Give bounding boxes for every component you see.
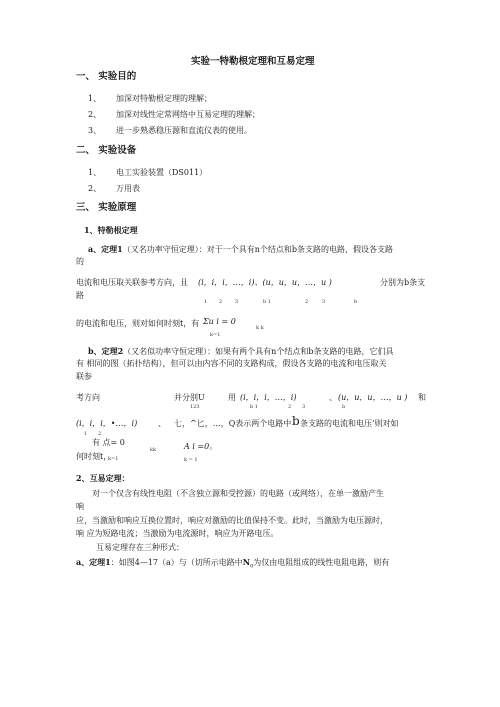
- text-line: 七，^匕，…，Q表示两个电路中: [174, 419, 292, 428]
- list-item-number: 1、: [88, 168, 102, 177]
- text-line: 响: [76, 502, 84, 511]
- formula-currents: (i，i，i，…，i): [240, 393, 297, 402]
- subscript: b: [354, 299, 358, 305]
- subscript: 2: [288, 404, 292, 410]
- theorem-text: ：如图4—17（a）与（切所示电路中: [110, 558, 243, 567]
- text-line: b: [292, 414, 300, 428]
- list-item-number: 2、: [88, 110, 102, 119]
- theorem-paragraph: [76, 558, 389, 570]
- text-line: 条支路的电流和电压’则对如: [300, 419, 399, 428]
- list-item-number: 1、: [88, 94, 102, 103]
- subscript: 2: [305, 299, 309, 305]
- text-line: 路: [76, 291, 84, 300]
- text-line: 何时刻t，: [76, 452, 112, 461]
- list-item-number: 2、: [88, 184, 102, 193]
- text-line: 应，当激励和响应互换位置时，响应对激励的比值保持不变。此时，当激励为电压源时，: [76, 516, 388, 525]
- text-line: 、: [158, 419, 166, 428]
- text-line: 分别为b条支: [380, 278, 426, 287]
- text-line: 用: [228, 393, 236, 402]
- text-line: 有 相同的图（拓扑结构），但可以由内容不同的支路构成，假设各支路的电流和电压取关: [76, 359, 387, 368]
- subscript: 2: [219, 299, 223, 305]
- subscript: 2: [98, 431, 102, 437]
- theorem-label: a、定理1: [88, 244, 123, 254]
- subscript: 1: [204, 299, 208, 305]
- formula-current-voltage: (i，i，i，…，i)、(u，u，u，…，u ): [198, 278, 332, 287]
- subscript: kk: [150, 447, 157, 453]
- subscript: k=1: [108, 456, 119, 462]
- page-title: 实验一特勒根定理和互易定理: [191, 56, 315, 67]
- subscript: 3: [302, 404, 306, 410]
- text-line: 和: [418, 393, 426, 402]
- text-line: 响 应为短路电流；当激励为电流源时，响应为开路电压。: [76, 529, 279, 538]
- theorem-paragraph: [88, 245, 393, 254]
- theorem-text: 为仅由电阻组成的线性电阻电路，则有: [253, 558, 390, 567]
- theorem-label: a、定理1: [76, 557, 111, 567]
- subscript: k = 1: [184, 457, 198, 463]
- formula-voltages: (u，u，u，…，u ): [338, 393, 408, 402]
- list-item-number: 3、: [88, 126, 102, 135]
- theorem-text: （又名功率守恒定理）：对于一个具有n个结点和b条支路的电路，假设各支路: [122, 245, 394, 254]
- subscript: 3: [235, 299, 239, 305]
- text-line: 的: [76, 257, 84, 266]
- list-item-text: 进一步熟悉稳压源和直流仪表的使用。: [116, 126, 252, 135]
- theorem-paragraph: [88, 347, 393, 356]
- theorem-text: （又名似功率守恒定理）：如果有两个具有n个结点和b条支路的电路，它们具: [123, 347, 394, 356]
- network-symbol: N: [242, 557, 251, 567]
- text-line: 的电流和电压，则对如何时刻t，有: [76, 319, 200, 328]
- section-heading-purpose: 一、 实验目的: [76, 71, 137, 82]
- list-item-text: 加深对线性定常网络中互易定理的理解；: [116, 110, 260, 119]
- subscript: 1: [84, 431, 88, 437]
- subsection-heading-reciprocity: 2、互易定理：: [76, 473, 130, 483]
- subscript: 3: [322, 299, 326, 305]
- text-line: 对一个仅含有线性电阻（不含独立源和受控源）的电路（或网络），在单一激励产生: [92, 489, 384, 498]
- formula-sum-2: A i =0。: [184, 442, 218, 451]
- section-heading-equipment: 二、 实验设备: [76, 145, 137, 156]
- text-line: 并分别U: [174, 393, 205, 402]
- list-item-text: 电工实验装置（DS011）: [116, 168, 208, 177]
- text-line: 考方向: [76, 393, 100, 402]
- subscript: k k: [256, 325, 264, 331]
- text-line: 互易定理存在三种形式：: [96, 543, 184, 552]
- subscript: b 1: [263, 299, 271, 305]
- subsection-heading-tellegen: 1、特勒根定理: [84, 225, 138, 235]
- formula-sum: Σu i = 0: [203, 317, 236, 326]
- subscript: 0: [250, 563, 254, 570]
- subscript: 123: [190, 404, 200, 410]
- text-line: 电流和电压取关联参考方向，且: [76, 278, 188, 287]
- subscript: b 1: [250, 404, 258, 410]
- list-item-text: 万用表: [116, 184, 140, 193]
- text-line: 联参: [76, 372, 92, 381]
- text-line: 、: [329, 393, 337, 402]
- formula-currents-2: (i，i，i，•…，i): [76, 419, 138, 428]
- list-item-text: 加深对特勒根定理的理解；: [116, 94, 212, 103]
- subscript: k=1: [210, 332, 221, 338]
- section-heading-principle: 三、 实验原理: [76, 202, 137, 213]
- text-line: 有 点= 0: [92, 438, 125, 447]
- theorem-label: b、定理2: [88, 346, 124, 356]
- subscript: b: [342, 404, 346, 410]
